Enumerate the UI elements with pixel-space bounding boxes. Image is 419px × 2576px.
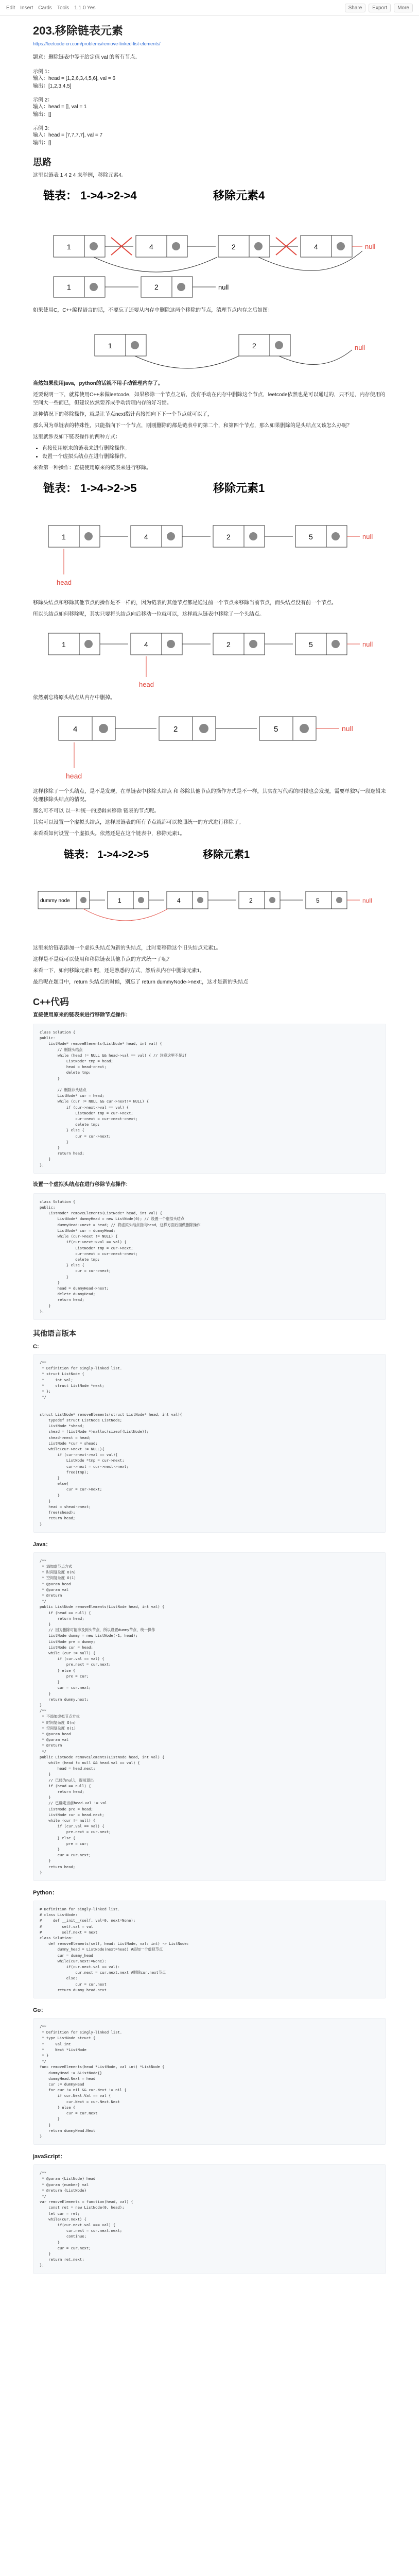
null-label: null <box>365 243 376 250</box>
diagram-subtitle: 移除元素1 <box>213 482 265 495</box>
document-body <box>0 22 419 2274</box>
node-5 <box>295 633 347 655</box>
node-1 <box>48 633 100 655</box>
node-value: 4 <box>73 725 78 734</box>
cpp-2-heading: 设置一个虚拟头结点在进行移除节点操作： <box>33 1181 131 1188</box>
toolbar-item[interactable]: Cards <box>38 5 52 11</box>
diagram-head-removed <box>33 706 386 784</box>
dummy-node <box>38 891 90 909</box>
node-value: 5 <box>309 640 313 649</box>
example-label: 示例 2： <box>33 97 53 103</box>
diagram-remove-head <box>33 477 386 595</box>
node-value: 1 <box>118 897 121 904</box>
head-label: head <box>139 681 154 688</box>
head-label: head <box>57 579 72 586</box>
node-1 <box>48 526 100 547</box>
diagram-title: 链表： 1->4->2->5 <box>64 849 149 860</box>
node-value: 1 <box>62 533 66 541</box>
para-diagram4: 依然别忘将原头结点从内存中删掉。 <box>33 695 115 701</box>
node-value: 2 <box>226 533 231 541</box>
top-toolbar <box>0 0 419 16</box>
more-button[interactable]: More <box>394 4 413 12</box>
section-heading-other-languages: 其他语言版本 <box>33 1329 76 1337</box>
intro-text: 题意：删除链表中等于给定值 val 的所有节点。 <box>33 55 141 60</box>
example-output: 输出：[] <box>33 140 51 146</box>
example-2 <box>33 95 386 118</box>
node-value: 2 <box>154 283 159 291</box>
para-diagram6-4: 最后呢在题目中，return 头结点的时候，别忘了 return dummyNode->next;，这才是新的头结点 <box>33 979 249 985</box>
node-value: 5 <box>309 533 313 541</box>
null-label: null <box>355 344 365 351</box>
para-diagram5-2: 那么可不可以 以一种统一的逻辑来移除 链表的节点呢。 <box>33 808 160 814</box>
node-value: 2 <box>252 342 256 350</box>
node-4 <box>59 717 115 740</box>
node-value: 4 <box>144 640 148 649</box>
node-value: 4 <box>144 533 148 541</box>
lang-label-c: C: <box>33 1343 39 1350</box>
node-5 <box>306 891 347 909</box>
para-diagram5-4: 来看看如何设置一个虚拟头。依然还是在这个链表中，移除元素1。 <box>33 831 185 837</box>
para-diagram3-2: 所以头结点如何移除呢，其实只要将头结点向后移动一位就可以，这样就从链表中移除了一个头结点。 <box>33 612 265 617</box>
dummy-label: dummy node <box>40 898 70 904</box>
node-value: 1 <box>62 640 66 649</box>
share-button[interactable]: Share <box>345 4 366 12</box>
diagram-subtitle: 移除元素4 <box>213 189 265 202</box>
result-node-2 <box>141 277 193 297</box>
node-value: 1 <box>67 243 71 251</box>
lang-label-java: Java： <box>33 1541 51 1548</box>
node-2 <box>213 526 265 547</box>
section-heading-cpp: C++代码 <box>33 997 69 1007</box>
node-1 <box>54 235 105 257</box>
head-label: head <box>66 772 82 780</box>
example-output: 输出：[1,2,3,4,5] <box>33 83 72 89</box>
code-block-c[interactable]: /** * Definition for singly-linked list. * struct ListNode { * int val; * struct ListNode *next; * }; */ struct ListNode* removeElements(struct ListNode* head, int val){ typedef struct ListNode ListNode; ListNode *shead; shead = (ListNode *)malloc(sizeof(ListNode)); shead->next = head; ListNode *cur = shead; while(cur->next != NULL){ if (cur->next->val == val){ ListNode *tmp = cur->next; cur->next = cur->next->next; free(tmp); } else{ cur = cur->next; } } head = shead->next; free(shead); return head; } <box>33 1354 386 1533</box>
para-diagram6-3: 来看一下，如何移除元素1 呢，还是熟悉的方式，然后从内存中删除元素1。 <box>33 968 205 974</box>
node-2 <box>239 891 280 909</box>
node-value: 1 <box>67 283 71 291</box>
section-heading-idea: 思路 <box>33 157 51 167</box>
example-input: 输入：head = [1,2,6,3,4,5,6], val = 6 <box>33 76 116 81</box>
node-4b-removed <box>301 235 352 257</box>
para-head-1: 还要说明一下，就算使用C++来做leetcode，如果移除一个节点之后，没有手动在内存中删除这个节点，leetcode依然也是可以通过的，只不过，内存使用的空间大一些而已，但建议依然要养成手动清理内存的好习惯。 <box>33 392 386 406</box>
null-label: null <box>218 283 229 291</box>
node-2 <box>239 334 290 356</box>
null-label: null <box>362 533 373 540</box>
example-input: 输入：head = [7,7,7,7], val = 7 <box>33 132 103 138</box>
code-block-cpp-1[interactable]: class Solution { public: ListNode* removeElements(ListNode* head, int val) { // 删除头结点 while (head != NULL && head->val == val) { // 注意这里不是if ListNode* tmp = head; head = head->next; delete tmp; } // 删除非头结点 ListNode* cur = head; while (cur != NULL && cur->next!= NULL) { if (cur->next->val == val) { ListNode* tmp = cur->next; cur->next = cur->next->next; delete tmp; } else { cur = cur->next; } } return head; } }; <box>33 1024 386 1174</box>
node-value: 4 <box>314 243 318 251</box>
node-2 <box>159 717 216 740</box>
node-4-removed <box>136 235 187 257</box>
para-after-diagram1: 如果使用C，C++编程语言的话，不要忘了还要从内存中删除这两个移除的节点，清理节点内存之后如图： <box>33 308 273 313</box>
example-1 <box>33 67 386 90</box>
node-value: 2 <box>232 243 236 251</box>
node-value: 5 <box>274 725 278 734</box>
node-4 <box>167 891 208 909</box>
code-block-go[interactable]: /** * Definition for singly-linked list. * type ListNode struct { * Val int * Next *ListNode * } */ func removeElements(head *ListNode, val int) *ListNode { dummyHead := &ListNode{} dummyHead.Next = head cur := dummyHead for cur != nil && cur.Next != nil { if cur.Next.Val == val { cur.Next = cur.Next.Next } else { cur = cur.Next } } return dummyHead.Next } <box>33 2018 386 2145</box>
toolbar-item: 1.1.0 Yes <box>74 5 96 11</box>
node-value: 2 <box>249 897 253 904</box>
diagram-move-head <box>33 623 386 690</box>
cpp-1-heading: 直接使用原来的链表来进行移除节点操作： <box>33 1012 131 1018</box>
null-label: null <box>342 724 353 733</box>
toolbar-right <box>345 4 413 12</box>
example-output: 输出：[] <box>33 112 51 117</box>
problem-link[interactable]: https://leetcode-cn.com/problems/remove-linked-list-elements/ <box>33 41 161 46</box>
code-block-java[interactable]: /** * 添加虚节点方式 * 时间复杂度 O(n) * 空间复杂度 O(1) * @param head * @param val * @return */ public ListNode removeElements(ListNode head, int val) { if (head == null) { return head; } // 因为删除可能涉及到头节点，所以设置dummy节点，统一操作 ListNode dummy = new ListNode(-1, head); ListNode pre = dummy; ListNode cur = head; while (cur != null) { if (cur.val == val) { pre.next = cur.next; } else { pre = cur; } cur = cur.next; } return dummy.next; } /** * 不添加虚拟节点方式 * 时间复杂度 O(n) * 空间复杂度 O(1) * @param head * @param val * @return */ public ListNode removeElements(ListNode head, int val) { while (head != null && head.val == val) { head = head.next; } // 已经为null，提前退出 if (head == null) { return head; } // 已确定当前head.val != val ListNode pre = head; ListNode cur = head.next; while (cur != null) { if (cur.val == val) { pre.next = cur.next; } else { pre = cur; } cur = cur.next; } return head; } <box>33 1552 386 1881</box>
diagram-subtitle: 移除元素1 <box>203 849 250 860</box>
para-diagram6-1: 这里来给链表添加一个虚拟头结点为新的头结点，此时要移除这个旧头结点元素1。 <box>33 945 221 951</box>
example-3 <box>33 124 386 147</box>
node-5 <box>259 717 316 740</box>
page-title: 203.移除链表元素 <box>33 24 123 37</box>
method-list <box>42 445 386 461</box>
skip-arrow <box>83 909 168 921</box>
node-1 <box>95 334 146 356</box>
diagram-dummy-node <box>33 842 386 940</box>
para-diagram3-1: 移除头结点和移除其他节点的操作是不一样的，因为链表的其他节点都是通过前一个节点来移除当前节点，而头结点没有前一个节点。 <box>33 600 337 606</box>
node-value: 1 <box>108 342 112 350</box>
node-value: 4 <box>177 897 181 904</box>
result-node-1 <box>54 277 105 297</box>
toolbar-item[interactable]: Tools <box>57 5 69 11</box>
list-item: • 直接使用原来的链表来进行删除操作。 <box>42 445 386 453</box>
diagram-title: 链表： 1->4->2->4 <box>43 189 137 202</box>
diagram-remove-4 <box>33 184 386 302</box>
lang-label-python: Python： <box>33 1890 58 1896</box>
skip-arrow <box>135 356 239 368</box>
skip-arrow <box>94 257 217 272</box>
node-value: 2 <box>226 640 231 649</box>
node-4 <box>131 526 182 547</box>
node-1 <box>108 891 149 909</box>
export-button[interactable]: Export <box>369 4 391 12</box>
example-label: 示例 1： <box>33 69 53 75</box>
list-item: • 设置一个虚拟头结点在进行删除操作。 <box>42 453 386 461</box>
para-java-python: 当然如果使用java，python的话就不用手动管理内存了。 <box>33 381 163 386</box>
toolbar-item[interactable]: Edit <box>6 5 15 11</box>
node-value: 4 <box>149 243 153 251</box>
para-diagram5-1: 这样移除了一个头结点，是不是发现，在单链表中移除头结点 和 移除其他节点的操作方式是不一样，其实在写代码的时候也会发现，需要单独写一段逻辑来处理移除头结点的情况。 <box>33 789 386 803</box>
null-label: null <box>362 897 372 904</box>
null-label: null <box>362 640 373 648</box>
example-input: 输入：head = [], val = 1 <box>33 104 87 110</box>
node-5 <box>295 526 347 547</box>
node-value: 2 <box>173 725 178 734</box>
idea-intro: 这里以链表 1 4 2 4 来举例，移除元素4。 <box>33 173 127 178</box>
lang-label-go: Go： <box>33 2007 47 2014</box>
node-2 <box>213 633 265 655</box>
example-label: 示例 3： <box>33 126 53 131</box>
node-value: 5 <box>316 897 320 904</box>
para-head-2: 这种情况下的移除操作，就是让节点next指针直接指向下下一个节点就可以了， <box>33 412 213 417</box>
code-block-python[interactable]: # Definition for singly-linked list. # class ListNode: # def __init__(self, val=0, next=None): # self.val = val # self.next = next class Solution: def removeElements(self, head: ListNode, val: int) -> ListNode: dummy_head = ListNode(next=head) #添加一个虚拟节点 cur = dummy_head while(cur.next!=None): if(cur.next.val == val): cur.next = cur.next.next #删除cur.next节点 else: cur = cur.next return dummy_head.next <box>33 1901 386 1998</box>
diagram-title: 链表： 1->4->2->5 <box>43 482 137 495</box>
node-2 <box>218 235 270 257</box>
para-diagram5-3: 其实可以设置一个虚拟头结点，这样原链表的所有节点就都可以按照统一的方式进行移除了。 <box>33 820 244 825</box>
para-diagram6-2: 这样是不是就可以使用和移除链表其他节点的方式统一了呢？ <box>33 957 172 962</box>
diagram-memory-cleaned <box>33 319 386 376</box>
lang-label-javascript: javaScript： <box>33 2154 66 2160</box>
toolbar-item[interactable]: Insert <box>20 5 33 11</box>
code-block-cpp-2[interactable]: class Solution { public: ListNode* removeElements(ListNode* head, int val) { ListNode* dummyHead = new ListNode(0); // 设置一个虚拟头结点 dummyHead->next = head; // 将虚拟头结点指向head，这样方面后面做删除操作 ListNode* cur = dummyHead; while (cur->next != NULL) { if(cur->next->val == val) { ListNode* tmp = cur->next; cur->next = cur->next->next; delete tmp; } else { cur = cur->next; } } head = dummyHead->next; delete dummyHead; return head; } }; <box>33 1193 386 1320</box>
toolbar-left <box>6 5 95 11</box>
para-head-5: 来看第一种操作：直接使用原来的链表来进行移除。 <box>33 465 151 471</box>
node-4 <box>131 633 182 655</box>
para-head-4: 这里就涉及如下链表操作的两种方式： <box>33 434 120 440</box>
para-head-3: 那么因为单链表的特殊性，只能指向下一个节点，刚刚删除的都是链表中的第二个，和第四个节点，那么如果删除的是头结点又该怎么办呢？ <box>33 423 352 429</box>
code-block-javascript[interactable]: /** * @param {ListNode} head * @param {number} val * @return {ListNode} */ var removeElements = function(head, val) { const ret = new ListNode(0, head); let cur = ret; while(cur.next) { if(cur.next.val === val) { cur.next = cur.next.next; continue; } cur = cur.next; } return ret.next; }; <box>33 2164 386 2274</box>
